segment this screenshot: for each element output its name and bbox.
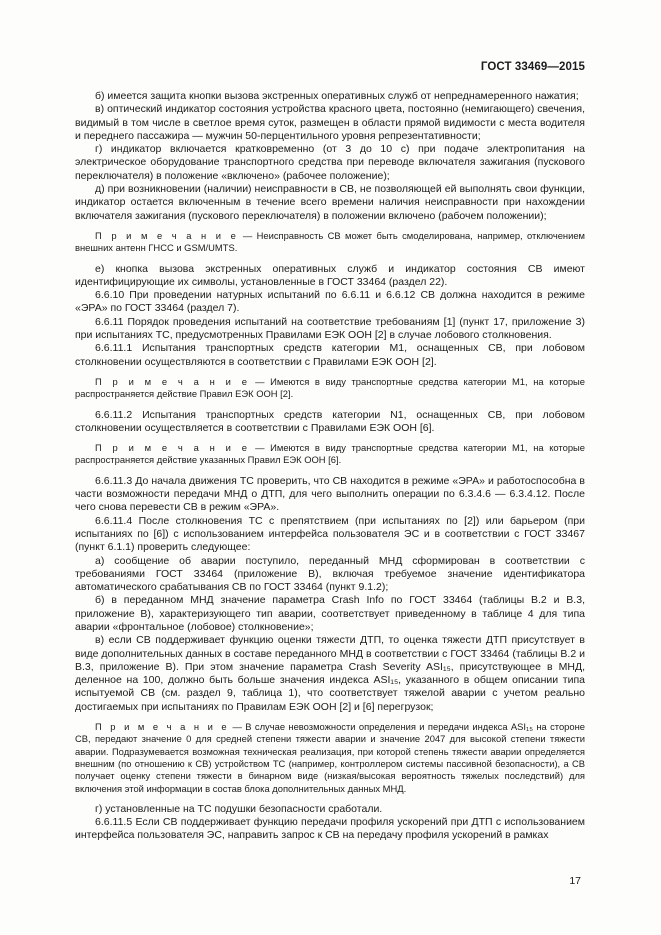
body-paragraph: 6.6.11.2 Испытания транспортных средств категории N1, оснащенных СВ, при лобовом столкновении осуществляется в соответствии с Правилами ЕЭК ООН [6].: [75, 408, 585, 434]
body-paragraph: 6.6.11 Порядок проведения испытаний на соответствие требованиям [1] (пункт 17, приложение 3) при испытаниях ТС, предусмотренных Правилами ЕЭК ООН [2] в случае лобового столкновения.: [75, 315, 585, 342]
body-paragraph: 6.6.11.3 До начала движения ТС проверить, что СВ находится в режиме «ЭРА» и работоспособна в части возможности передачи МНД о ДТП, для чего выполнить операции по 6.3.4.6 — 6.3.4.12. После чего снова перевести СВ в режим «ЭРА».: [75, 474, 585, 514]
note-text: — В случае невозможности определения и передачи индекса ASI₁₅ на стороне СВ, передают значение 0 для средней степени тяжести аварии и значение 2047 для высокой степени тяжести аварии. Подразумевается возможная техническая реализация, при которой степень тяжести аварии определяется внешним (по отношению к СВ) устройством ТС (например, контроллером системы пассивной безопасности), а СВ получает оценку степени тяжести в бинарном виде (низкая/высокая вероятность тяжелых последствий) для включения этой информации в состав блока дополнительных данных МНД.: [75, 721, 585, 794]
body-paragraph: 6.6.11.5 Если СВ поддерживает функцию передачи профиля ускорений при ДТП с использованием интерфейса пользователя ЭС, направить запрос к СВ на передачу профиля ускорений в рамках: [75, 816, 585, 842]
note-lead: П р и м е ч а н и е: [95, 229, 239, 241]
note-paragraph: [75, 376, 585, 401]
body-paragraph: е) кнопка вызова экстренных оперативных служб и индикатор состояния СВ имеют идентифицирующие их символы, установленные в ГОСТ 33464 (раздел 22).: [75, 262, 585, 288]
body-paragraph: 6.6.10 При проведении натурных испытаний по 6.6.11 и 6.6.12 СВ должна находится в режиме «ЭРА» по ГОСТ 33464 (раздел 7).: [75, 289, 585, 315]
note-text: — Неисправность СВ может быть смоделирована, например, отключением внешних антенн ГНСС и GSM/UMTS.: [75, 229, 585, 254]
note-lead: П р и м е ч а н и е: [95, 375, 250, 387]
document-header: ГОСТ 33469—2015: [480, 61, 585, 73]
body-paragraph: б) имеется защита кнопки вызова экстренных оперативных служб от непреднамеренного нажатия;: [95, 90, 579, 102]
note-lead: П р и м е ч а н и е: [95, 721, 230, 733]
note-paragraph: [75, 721, 585, 795]
body-paragraph: в) оптический индикатор состояния устройства красного цвета, постоянно (немигающего) свечения, видимый в том числе в светлое время суток, размещен в области прямой видимости с места водителя и переднего пассажира — мужчин 50-перцентильного уровня репрезентативности;: [75, 103, 585, 142]
body-paragraph: г) установленные на ТС подушки безопасности сработали.: [95, 802, 383, 815]
body-paragraph: д) при возникновении (наличии) неисправности в СВ, не позволяющей ей выполнять свои функции, индикатор остается включенным в течение всего времени наличия неисправности при нахождении включателя зажигания (пускового переключателя) в положении включено (рабочем положении);: [75, 183, 585, 222]
body-paragraph: а) сообщение об аварии поступило, переданный МНД сформирован в соответствии с требованиями ГОСТ 33464 (приложение В), включая требуемое значение идентификатора автоматического срабатывания СВ по ГОСТ 33464 (пункт 9.1.2);: [75, 554, 585, 594]
body-paragraph: 6.6.11.1 Испытания транспортных средств категории М1, оснащенных СВ, при лобовом столкновении осуществляются в соответствии с Правилами ЕЭК ООН [2].: [75, 342, 585, 368]
note-paragraph: [75, 230, 585, 255]
note-lead: П р и м е ч а н и е: [95, 442, 250, 454]
body-paragraph: в) если СВ поддерживает функцию оценки тяжести ДТП, то оценка тяжести ДТП присутствует в виде дополнительных данных в составе переданного МНД в соответствии с ГОСТ 33464 (таблицы В.2 и В.3, приложение В). При этом значение параметра Crash Severity ASI₁₅, присутствующее в МНД, деленное на 100, должно быть больше значения индекса ASI₁₅, указанного в общем описании типа испытуемой СВ (см. раздел 9, таблица 1), что соответствует тяжелой аварии с учетом реально достигаемых при испытаниях по Правилам ЕЭК ООН [2] и [6] перегрузок;: [75, 634, 585, 713]
body-paragraph: б) в переданном МНД значение параметра Crash Info по ГОСТ 33464 (таблицы В.2 и В.3, приложение В), характеризующего тип аварии, соответствует приведенному в таблице 4 для типа аварии «фронтальное (лобовое) столкновение»;: [75, 594, 585, 633]
note-text: — Имеются в виду транспортные средства категории М1, на которые распространяется действие Правил ЕЭК ООН [2].: [75, 375, 585, 400]
body-paragraph: г) индикатор включается кратковременно (от 3 до 10 с) при подаче электропитания на электрическое оборудование транспортного средства при переводе включателя зажигания (пускового переключателя) в положение «включено» (рабочее положение);: [75, 143, 585, 182]
note-text: — Имеются в виду транспортные средства категории М1, на которые распространяется действие указанных Правил ЕЭК ООН [6].: [75, 442, 585, 466]
document-body: [75, 90, 585, 843]
page-number: 17: [569, 875, 581, 887]
note-paragraph: [75, 442, 585, 467]
body-paragraph: 6.6.11.4 После столкновения ТС с препятствием (при испытаниях по [2]) или барьером (при испытаниях по [6]) с использованием интерфейса пользователя ЭС и в соответствии с ГОСТ 33467 (пункт 6.1.1) проверить следующее:: [75, 514, 585, 554]
